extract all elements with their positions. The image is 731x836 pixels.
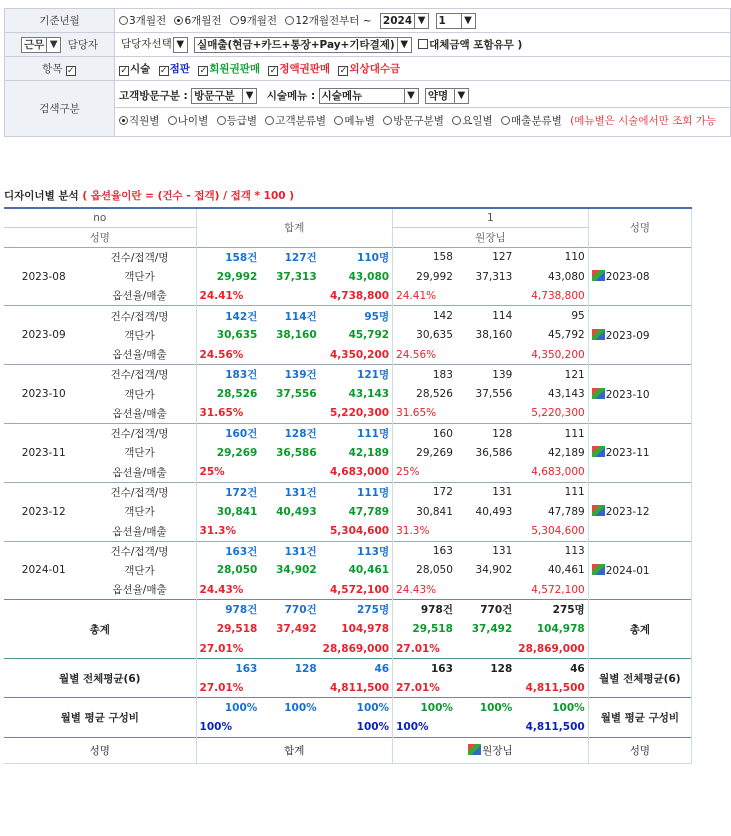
summary-total-price: 37,492 (276, 623, 317, 636)
check-icon[interactable]: ✓ (199, 66, 208, 76)
calendar-icon (592, 329, 605, 340)
drug-select[interactable]: 약명 (425, 88, 455, 104)
table-row (4, 541, 692, 561)
radio-icon[interactable] (168, 116, 177, 125)
staff-option-rate: 31.3% (393, 522, 456, 542)
empty-cell (456, 404, 515, 424)
summary-staff-count: 100% (479, 701, 513, 714)
summary-staff-price: 29,518 (393, 619, 456, 639)
month-right-label: 2023-08 (605, 271, 650, 284)
summary-label: 월별 전체평균(6) (59, 672, 141, 685)
total-option-rate: 31.65% (196, 404, 260, 424)
total-price: 37,556 (276, 388, 317, 401)
empty-cell (260, 522, 319, 542)
total-count: 114건 (284, 310, 317, 323)
check-icon[interactable]: ✓ (120, 66, 128, 76)
calendar-icon (592, 446, 605, 457)
row-label-option: 옵션율/매출 (112, 349, 167, 362)
chevron-down-icon[interactable]: ▼ (461, 13, 476, 29)
summary-label-right: 총계 (588, 600, 691, 659)
total-count: 183건 (196, 365, 260, 385)
staff-count: 142 (393, 306, 456, 326)
header-total: 합계 (196, 208, 393, 247)
period-3m[interactable]: 3개월전 (119, 15, 166, 27)
item-product[interactable]: ✓ 점판 (159, 63, 190, 76)
group-grade[interactable]: 등급별 (217, 115, 257, 127)
month-label: 2023-12 (21, 505, 66, 518)
empty-cell (456, 286, 515, 306)
total-count: 127건 (284, 251, 317, 264)
staff-count: 160 (393, 424, 456, 444)
item-receivable[interactable]: ✓ 외상대수금 (339, 63, 401, 76)
empty-cell (456, 580, 515, 600)
staff-count: 114 (492, 310, 513, 323)
items-row (115, 57, 731, 81)
staff-option-rate: 24.41% (393, 286, 456, 306)
staff-price: 37,313 (475, 270, 513, 283)
staff-count: 111 (564, 486, 585, 499)
month-label: 2023-08 (21, 270, 66, 283)
visit-label: 고객방문구분 : (119, 89, 188, 102)
staff-sales: 4,683,000 (531, 466, 585, 479)
empty-cell (456, 639, 515, 659)
group-staff[interactable]: 직원별 (119, 115, 159, 127)
summary-total-count: 100% (284, 701, 317, 714)
footer-total: 합계 (196, 737, 393, 763)
summary-staff-count: 46 (570, 662, 585, 675)
empty-cell (456, 678, 515, 698)
staff-price: 45,792 (547, 329, 585, 342)
footer-name: 성명 (89, 744, 110, 757)
total-option-rate: 24.41% (196, 286, 260, 306)
designer-analysis-table (4, 207, 692, 764)
footer-staff-label: 원장님 (482, 744, 513, 757)
radio-icon[interactable] (334, 116, 343, 125)
base-month-label: 기준년월 (5, 9, 115, 33)
total-price: 34,902 (276, 564, 317, 577)
summary-staff-rate: 27.01% (393, 639, 456, 659)
total-count: 131건 (284, 486, 317, 499)
staff-sales: 5,220,300 (531, 407, 585, 420)
calendar-icon (592, 564, 605, 575)
row-label-count: 건수/접객/명 (110, 545, 169, 558)
staff-count: 131 (492, 545, 513, 558)
staff-option-rate: 31.65% (393, 404, 456, 424)
staff-price: 28,050 (393, 561, 456, 581)
summary-staff-sales: 4,811,500 (525, 720, 585, 733)
empty-cell (456, 463, 515, 483)
row-label-count: 건수/접객/명 (110, 310, 169, 323)
total-price: 30,635 (196, 326, 260, 346)
sales-row (115, 33, 731, 57)
section-title: 디자이너별 분석 ( 옵션율이란 = (건수 - 접객) / 접객 * 100 ) (4, 190, 295, 202)
total-price: 29,269 (196, 443, 260, 463)
row-label-option: 옵션율/매출 (112, 407, 167, 420)
row-label-count: 건수/접객/명 (110, 486, 169, 499)
summary-total-price: 29,518 (196, 619, 260, 639)
total-count: 95명 (364, 310, 390, 323)
period-row (115, 9, 731, 33)
total-sales: 4,738,800 (329, 289, 390, 302)
total-price: 38,160 (276, 329, 317, 342)
month-right-label: 2023-12 (605, 506, 650, 519)
month-label: 2023-10 (21, 388, 66, 401)
staff-option-rate: 24.43% (393, 580, 456, 600)
item-procedure[interactable]: ✓ 시술 (120, 63, 151, 76)
item-membership[interactable]: ✓ 회원권판매 (199, 63, 260, 76)
total-price: 37,313 (276, 270, 317, 283)
staff-price: 30,635 (393, 326, 456, 346)
summary-staff-sales: 4,811,500 (525, 681, 585, 694)
chevron-down-icon[interactable]: ▼ (173, 37, 188, 53)
total-count: 121명 (357, 369, 390, 382)
menu-label: 시술메뉴 : (266, 89, 316, 102)
item-all-checkbox[interactable]: ✓ (67, 66, 75, 76)
staff-count: 131 (492, 486, 513, 499)
row-label-price: 객단가 (124, 271, 155, 284)
total-price: 43,143 (348, 388, 390, 401)
calendar-icon (592, 270, 605, 281)
month-right (588, 306, 691, 365)
total-count: 142건 (196, 306, 260, 326)
visit-select[interactable]: 방문구분 (191, 88, 243, 104)
staff-price: 29,992 (393, 267, 456, 287)
staff-count: 139 (492, 368, 513, 381)
staff-option-rate: 25% (393, 463, 456, 483)
total-count: 111명 (357, 486, 390, 499)
manager-label: 담당자 (67, 38, 99, 51)
month-right (588, 482, 691, 541)
staff-count: 163 (393, 541, 456, 561)
month-label: 2023-09 (21, 329, 66, 342)
month-right-label: 2023-10 (605, 388, 650, 401)
total-price: 47,789 (348, 505, 390, 518)
empty-cell (260, 639, 319, 659)
summary-label: 총계 (89, 623, 110, 636)
empty-cell (260, 678, 319, 698)
empty-cell (260, 717, 319, 737)
month-select[interactable]: 1 (436, 13, 462, 29)
summary-staff-count: 978건 (393, 600, 456, 620)
row-label-option: 옵션율/매출 (112, 584, 167, 597)
staff-icon (468, 744, 481, 755)
table-row (4, 424, 692, 444)
staff-price: 43,143 (547, 388, 585, 401)
header-staff-no: 1 (393, 208, 589, 228)
month-label: 2023-11 (21, 446, 66, 459)
summary-option-rate: 27.01% (196, 678, 260, 698)
radio-icon[interactable] (501, 116, 510, 125)
row-label-count: 건수/접객/명 (110, 428, 169, 441)
total-price: 40,461 (348, 564, 390, 577)
period-6m[interactable]: 6개월전 (174, 15, 221, 27)
summary-total-count: 770건 (284, 604, 317, 617)
total-count: 113명 (357, 545, 390, 558)
summary-row (4, 659, 692, 679)
header-staff-name: 원장님 (393, 228, 589, 248)
summary-staff-rate: 100% (393, 717, 456, 737)
month-right (588, 247, 691, 306)
staff-count: 158 (393, 247, 456, 267)
total-price: 43,080 (348, 270, 390, 283)
total-option-rate: 24.43% (196, 580, 260, 600)
radio-icon[interactable] (265, 116, 274, 125)
staff-sales: 4,738,800 (531, 289, 585, 302)
staff-price: 43,080 (547, 270, 585, 283)
staff-price: 34,902 (475, 564, 513, 577)
summary-sales: 28,869,000 (322, 642, 390, 655)
row-label-price: 객단가 (124, 329, 155, 342)
summary-label: 월별 평균 구성비 (60, 711, 139, 724)
total-price: 40,493 (276, 505, 317, 518)
group-class[interactable]: 고객분류별 (265, 115, 326, 127)
empty-cell (260, 463, 319, 483)
total-count: 172건 (196, 482, 260, 502)
total-option-rate: 24.56% (196, 345, 260, 365)
total-count: 158건 (196, 247, 260, 267)
summary-staff-sales: 28,869,000 (518, 642, 585, 655)
summary-label-right: 월별 평균 구성비 (588, 698, 691, 737)
radio-icon[interactable] (452, 116, 461, 125)
item-label: 항목 (42, 63, 63, 75)
menu-note: (메뉴별은 시술에서만 조회 가능 (570, 114, 717, 127)
radio-icon[interactable] (230, 16, 239, 25)
total-sales: 5,304,600 (329, 525, 390, 538)
period-9m[interactable]: 9개월전 (230, 15, 277, 27)
empty-cell (456, 717, 515, 737)
summary-total-count: 128 (294, 662, 317, 675)
row-label-count: 건수/접객/명 (110, 251, 169, 264)
staff-price: 28,526 (393, 384, 456, 404)
total-price: 45,792 (348, 329, 390, 342)
empty-cell (260, 345, 319, 365)
total-sales: 5,220,300 (329, 407, 390, 420)
group-weekday[interactable]: 요일별 (452, 115, 492, 127)
month-right-label: 2023-09 (605, 329, 650, 342)
check-icon[interactable]: ✓ (159, 66, 168, 76)
summary-row (4, 600, 692, 620)
staff-count: 113 (564, 545, 585, 558)
row-label-price: 객단가 (124, 564, 155, 577)
summary-staff-rate: 27.01% (393, 678, 456, 698)
row-label-price: 객단가 (124, 447, 155, 460)
footer-name-right: 성명 (588, 737, 691, 763)
total-price: 36,586 (276, 446, 317, 459)
include-label: 대체금액 포함유무 ) (429, 38, 523, 51)
chevron-down-icon[interactable]: ▼ (414, 13, 429, 29)
staff-count: 127 (492, 251, 513, 264)
header-no: no (4, 208, 196, 228)
empty-cell (260, 580, 319, 600)
staff-price: 42,189 (547, 446, 585, 459)
summary-total-count: 100% (356, 701, 390, 714)
month-right-label: 2023-11 (605, 447, 650, 460)
summary-total-count: 163 (196, 659, 260, 679)
staff-option-rate: 24.56% (393, 345, 456, 365)
table-row (4, 247, 692, 267)
staff-count: 172 (393, 482, 456, 502)
summary-total-price: 104,978 (341, 623, 390, 636)
calendar-icon (592, 505, 605, 516)
summary-staff-count: 163 (393, 659, 456, 679)
search-label: 검색구분 (5, 81, 115, 137)
total-count: 160건 (196, 424, 260, 444)
staff-select[interactable]: 근무 (21, 37, 47, 53)
row-label-option: 옵션율/매출 (112, 466, 167, 479)
filter-panel (4, 8, 731, 137)
summary-staff-count: 100% (552, 701, 585, 714)
month-right (588, 541, 691, 600)
summary-total-count: 275명 (357, 604, 390, 617)
row-label-option: 옵션율/매출 (112, 525, 167, 538)
check-icon[interactable]: ✓ (269, 66, 278, 76)
staff-price: 40,493 (475, 505, 513, 518)
staff-count: 95 (571, 310, 585, 323)
month-label: 2024-01 (21, 564, 66, 577)
summary-total-count: 46 (374, 662, 390, 675)
empty-cell (260, 404, 319, 424)
row-label-price: 객단가 (124, 506, 155, 519)
total-count: 139건 (284, 369, 317, 382)
manager-cell (5, 33, 115, 57)
empty-cell (456, 522, 515, 542)
summary-staff-count: 275명 (552, 604, 585, 617)
footer-row (4, 737, 692, 763)
radio-icon[interactable] (119, 16, 128, 25)
chevron-down-icon[interactable]: ▼ (46, 37, 61, 53)
summary-sales: 4,811,500 (329, 681, 390, 694)
group-visit[interactable]: 방문구분별 (383, 115, 444, 127)
summary-label-right: 월별 전체평균(6) (588, 659, 691, 698)
table-row (4, 365, 692, 385)
staff-sales: 4,350,200 (531, 348, 585, 361)
summary-staff-count: 770건 (480, 604, 513, 617)
total-count: 131건 (284, 545, 317, 558)
manager-select[interactable]: 담당자선택 (119, 37, 174, 53)
summary-staff-price: 37,492 (471, 623, 513, 636)
check-icon[interactable]: ✓ (339, 66, 348, 76)
staff-price: 29,269 (393, 443, 456, 463)
empty-cell (260, 286, 319, 306)
staff-price: 36,586 (475, 446, 513, 459)
include-checkbox[interactable] (418, 39, 428, 49)
total-option-rate: 25% (196, 463, 260, 483)
summary-total-count: 978건 (196, 600, 260, 620)
group-age[interactable]: 나이별 (168, 115, 208, 127)
radio-selected-icon[interactable] (174, 16, 183, 25)
total-sales: 4,572,100 (329, 583, 390, 596)
month-right (588, 424, 691, 483)
group-menu[interactable]: 메뉴별 (334, 115, 374, 127)
row-label-option: 옵션율/매출 (112, 290, 167, 303)
radio-icon[interactable] (217, 116, 226, 125)
staff-sales: 4,572,100 (531, 583, 585, 596)
staff-sales: 5,304,600 (531, 525, 585, 538)
summary-row (4, 698, 692, 718)
header-name: 성명 (89, 231, 110, 244)
search-row (115, 81, 731, 137)
staff-price: 37,556 (475, 388, 513, 401)
radio-icon[interactable] (285, 16, 294, 25)
month-right-label: 2024-01 (605, 564, 650, 577)
chevron-down-icon[interactable]: ▼ (454, 88, 469, 104)
staff-price: 40,461 (547, 564, 585, 577)
total-count: 111명 (357, 428, 390, 441)
summary-staff-price: 104,978 (536, 623, 585, 636)
staff-count: 121 (564, 368, 585, 381)
staff-count: 183 (393, 365, 456, 385)
period-12m[interactable]: 12개월전부터 ~ (285, 15, 371, 27)
year-select[interactable]: 2024 (380, 13, 415, 29)
sales-select[interactable]: 실매출(현금+카드+통장+Pay+기타결제) (194, 37, 398, 53)
summary-staff-count: 128 (490, 662, 513, 675)
staff-count: 110 (564, 251, 585, 264)
total-price: 29,992 (196, 267, 260, 287)
calendar-icon (592, 388, 605, 399)
chevron-down-icon[interactable]: ▼ (397, 37, 412, 53)
total-option-rate: 31.3% (196, 522, 260, 542)
chevron-down-icon[interactable]: ▼ (242, 88, 257, 104)
table-row (4, 306, 692, 326)
total-price: 28,526 (196, 384, 260, 404)
table-row (4, 482, 692, 502)
radio-selected-icon[interactable] (119, 116, 128, 125)
item-cell (5, 57, 115, 81)
row-label-count: 건수/접객/명 (110, 369, 169, 382)
total-count: 128건 (284, 428, 317, 441)
total-price: 30,841 (196, 502, 260, 522)
staff-price: 38,160 (475, 329, 513, 342)
total-sales: 4,350,200 (329, 348, 390, 361)
staff-price: 30,841 (393, 502, 456, 522)
menu-select[interactable]: 시술메뉴 (319, 88, 405, 104)
footer-staff (393, 737, 589, 763)
total-price: 42,189 (348, 446, 390, 459)
item-fixed-pass[interactable]: ✓ 정액권판매 (269, 63, 331, 76)
month-right (588, 365, 691, 424)
staff-count: 111 (564, 427, 585, 440)
total-count: 110명 (357, 251, 390, 264)
empty-cell (456, 345, 515, 365)
summary-option-rate: 100% (196, 717, 260, 737)
total-count: 163건 (196, 541, 260, 561)
total-price: 28,050 (196, 561, 260, 581)
summary-sales: 100% (356, 720, 390, 733)
summary-total-count: 100% (196, 698, 260, 718)
chevron-down-icon[interactable]: ▼ (404, 88, 419, 104)
staff-price: 47,789 (547, 505, 585, 518)
row-label-price: 객단가 (124, 388, 155, 401)
header-name-right: 성명 (588, 208, 691, 247)
group-sales-class[interactable]: 매출분류별 (501, 115, 562, 127)
summary-staff-count: 100% (393, 698, 456, 718)
radio-icon[interactable] (383, 116, 392, 125)
formula-note: ( 옵션율이란 = (건수 - 접객) / 접객 * 100 ) (82, 190, 295, 202)
total-sales: 4,683,000 (329, 466, 390, 479)
summary-option-rate: 27.01% (196, 639, 260, 659)
staff-count: 128 (492, 427, 513, 440)
